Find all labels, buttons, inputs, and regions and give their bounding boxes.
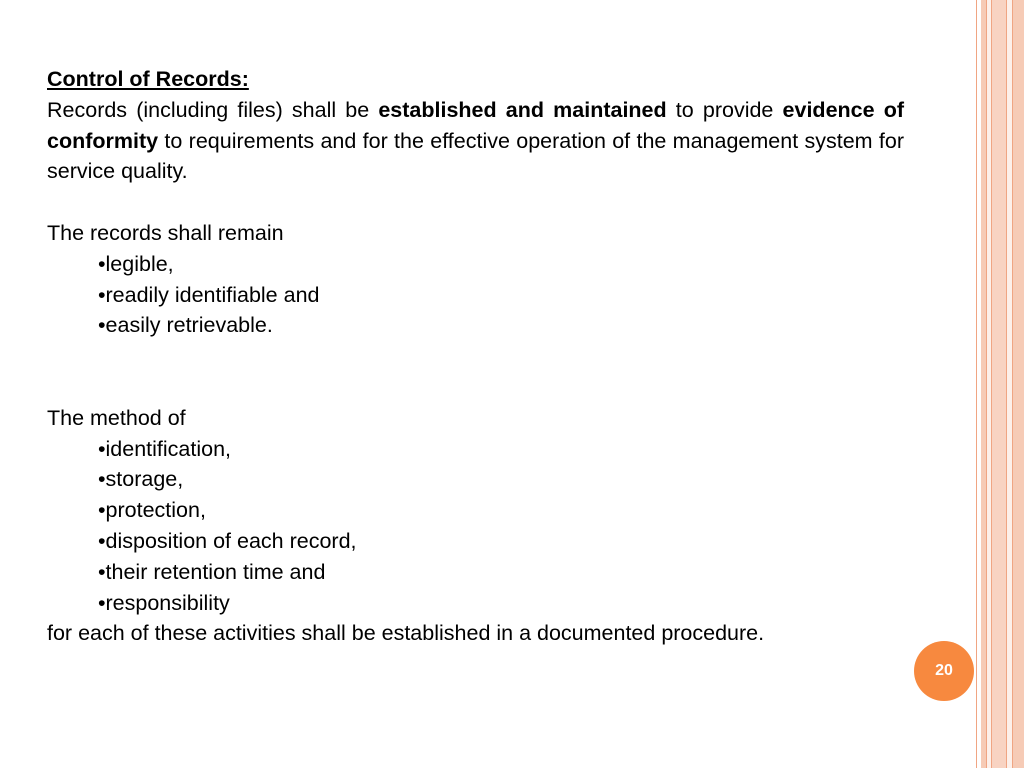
bullet-item: •disposition of each record,: [98, 528, 357, 553]
method-intro: The method of: [47, 405, 186, 430]
bullet-item: •readily identifiable and: [98, 282, 320, 307]
decorative-stripe: [992, 0, 1006, 768]
spacer: [47, 187, 904, 218]
intro-bold-text: evidence of conformity: [47, 97, 905, 153]
bullet-item: •easily retrievable.: [98, 313, 273, 338]
bullet-item: •identification,: [98, 436, 232, 461]
decorative-stripe: [976, 0, 977, 768]
remain-intro: The records shall remain: [47, 220, 284, 245]
bullet-item: •storage,: [98, 467, 184, 492]
page-number-badge: [914, 641, 974, 701]
slide-heading: Control of Records:: [47, 67, 249, 91]
closing-text: for each of these activities shall be established in a documented procedure.: [47, 621, 765, 646]
decorative-stripe: [1013, 0, 1024, 768]
spacer: [47, 372, 904, 403]
intro-text: to provide: [666, 97, 783, 122]
intro-bold-text: established and maintained: [378, 97, 667, 122]
page-number: 20: [935, 662, 953, 679]
slide-body: [47, 64, 904, 649]
intro-paragraph: [47, 95, 904, 187]
spacer: [47, 341, 904, 372]
bullet-item: •protection,: [98, 498, 206, 523]
bullet-item: •legible,: [98, 251, 174, 276]
intro-text: to requirements and for the effective operation of the management system for service quality.: [47, 128, 904, 184]
bullet-item: •their retention time and: [98, 559, 326, 584]
intro-text: Records (including files) shall be: [47, 97, 379, 122]
bullet-item: •responsibility: [98, 590, 230, 615]
